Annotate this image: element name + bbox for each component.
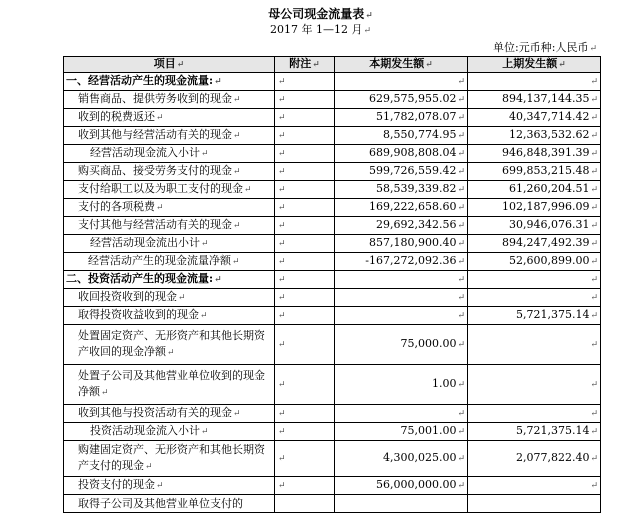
row-item: 支付的各项税费↵ bbox=[64, 199, 275, 217]
row-prior: ↵ bbox=[468, 271, 601, 289]
row-current: ↵ bbox=[335, 289, 468, 307]
table-row bbox=[64, 365, 601, 405]
row-prior: 894,137,144.35↵ bbox=[468, 91, 601, 109]
table-row bbox=[64, 127, 601, 145]
currency-unit: 单位:元币种:人民币↵ bbox=[493, 41, 597, 54]
table-row bbox=[64, 235, 601, 253]
row-current: 857,180,900.40↵ bbox=[335, 235, 468, 253]
row-prior: 61,260,204.51↵ bbox=[468, 181, 601, 199]
header-current-period: 本期发生额↵ bbox=[335, 57, 468, 73]
header-item: 项目↵ bbox=[64, 57, 275, 73]
row-prior: 894,247,492.39↵ bbox=[468, 235, 601, 253]
row-prior: ↵ bbox=[468, 477, 601, 495]
row-item: 取得投资收益收到的现金↵ bbox=[64, 307, 275, 325]
row-current: 58,539,339.82↵ bbox=[335, 181, 468, 199]
table-row bbox=[64, 199, 601, 217]
statement-period: 2017 年 1—12 月↵ bbox=[269, 23, 372, 36]
row-item: 支付其他与经营活动有关的现金↵ bbox=[64, 217, 275, 235]
row-item: 处置固定资产、无形资产和其他长期资产收回的现金净额↵ bbox=[64, 325, 275, 365]
row-prior: ↵ bbox=[468, 73, 601, 91]
row-prior: ↵ bbox=[468, 325, 601, 365]
row-item: 经营活动现金流入小计↵ bbox=[64, 145, 275, 163]
row-item: 销售商品、提供劳务收到的现金↵ bbox=[64, 91, 275, 109]
cash-flow-table bbox=[63, 56, 601, 513]
table-row bbox=[64, 253, 601, 271]
row-current: 29,692,342.56↵ bbox=[335, 217, 468, 235]
table-row bbox=[64, 73, 601, 91]
table-row bbox=[64, 423, 601, 441]
row-prior: 12,363,532.62↵ bbox=[468, 127, 601, 145]
row-note: ↵ bbox=[275, 289, 335, 307]
table-row bbox=[64, 441, 601, 477]
table-row bbox=[64, 109, 601, 127]
row-prior: 52,600,899.00↵ bbox=[468, 253, 601, 271]
row-note: ↵ bbox=[275, 423, 335, 441]
row-item: 购建固定资产、无形资产和其他长期资产支付的现金↵ bbox=[64, 441, 275, 477]
row-note: ↵ bbox=[275, 441, 335, 477]
row-note: ↵ bbox=[275, 145, 335, 163]
row-note: ↵ bbox=[275, 181, 335, 199]
row-current: 599,726,559.42↵ bbox=[335, 163, 468, 181]
row-current: ↵ bbox=[335, 405, 468, 423]
row-note: ↵ bbox=[275, 271, 335, 289]
table-row bbox=[64, 495, 601, 513]
row-current: 75,001.00↵ bbox=[335, 423, 468, 441]
row-item: 收到其他与投资活动有关的现金↵ bbox=[64, 405, 275, 423]
row-prior bbox=[468, 495, 601, 513]
row-prior: 5,721,375.14↵ bbox=[468, 307, 601, 325]
row-prior: 30,946,076.31↵ bbox=[468, 217, 601, 235]
row-current: 629,575,955.02↵ bbox=[335, 91, 468, 109]
row-note: ↵ bbox=[275, 325, 335, 365]
row-item: 取得子公司及其他营业单位支付的 bbox=[64, 495, 275, 513]
row-current bbox=[335, 495, 468, 513]
row-prior: 40,347,714.42↵ bbox=[468, 109, 601, 127]
row-note: ↵ bbox=[275, 307, 335, 325]
row-item: 处置子公司及其他营业单位收到的现金净额↵ bbox=[64, 365, 275, 405]
row-note: ↵ bbox=[275, 477, 335, 495]
row-item: 购买商品、接受劳务支付的现金↵ bbox=[64, 163, 275, 181]
row-note: ↵ bbox=[275, 73, 335, 91]
row-item: 二、投资活动产生的现金流量:↵ bbox=[64, 271, 275, 289]
row-prior: 946,848,391.39↵ bbox=[468, 145, 601, 163]
row-note: ↵ bbox=[275, 109, 335, 127]
row-prior: 5,721,375.14↵ bbox=[468, 423, 601, 441]
row-note: ↵ bbox=[275, 199, 335, 217]
row-prior: 102,187,996.09↵ bbox=[468, 199, 601, 217]
row-current: 169,222,658.60↵ bbox=[335, 199, 468, 217]
row-current: ↵ bbox=[335, 271, 468, 289]
row-item: 支付给职工以及为职工支付的现金↵ bbox=[64, 181, 275, 199]
row-item: 收到的税费返还↵ bbox=[64, 109, 275, 127]
row-item: 投资活动现金流入小计↵ bbox=[64, 423, 275, 441]
header-note: 附注↵ bbox=[275, 57, 335, 73]
table-row bbox=[64, 289, 601, 307]
row-note bbox=[275, 495, 335, 513]
row-note: ↵ bbox=[275, 91, 335, 109]
statement-title: 母公司现金流量表↵ bbox=[268, 7, 373, 21]
header-prior-period: 上期发生额↵ bbox=[468, 57, 601, 73]
table-row bbox=[64, 405, 601, 423]
table-row bbox=[64, 307, 601, 325]
row-item: 一、经营活动产生的现金流量:↵ bbox=[64, 73, 275, 91]
row-note: ↵ bbox=[275, 253, 335, 271]
row-current: 4,300,025.00↵ bbox=[335, 441, 468, 477]
row-current: 1.00↵ bbox=[335, 365, 468, 405]
row-note: ↵ bbox=[275, 235, 335, 253]
row-current: 56,000,000.00↵ bbox=[335, 477, 468, 495]
row-note: ↵ bbox=[275, 127, 335, 145]
table-row bbox=[64, 163, 601, 181]
table-header-row bbox=[64, 57, 601, 73]
row-prior: ↵ bbox=[468, 365, 601, 405]
row-item: 收回投资收到的现金↵ bbox=[64, 289, 275, 307]
table-row bbox=[64, 91, 601, 109]
row-prior: 699,853,215.48↵ bbox=[468, 163, 601, 181]
table-row bbox=[64, 477, 601, 495]
table-row bbox=[64, 181, 601, 199]
row-current: 51,782,078.07↵ bbox=[335, 109, 468, 127]
row-current: ↵ bbox=[335, 307, 468, 325]
row-item: 收到其他与经营活动有关的现金↵ bbox=[64, 127, 275, 145]
row-prior: 2,077,822.40↵ bbox=[468, 441, 601, 477]
row-item: 投资支付的现金↵ bbox=[64, 477, 275, 495]
table-row bbox=[64, 145, 601, 163]
table-row bbox=[64, 325, 601, 365]
row-item: 经营活动产生的现金流量净额↵ bbox=[64, 253, 275, 271]
table-row bbox=[64, 217, 601, 235]
row-prior: ↵ bbox=[468, 289, 601, 307]
row-prior: ↵ bbox=[468, 405, 601, 423]
row-current: 75,000.00↵ bbox=[335, 325, 468, 365]
row-current: 8,550,774.95↵ bbox=[335, 127, 468, 145]
row-item: 经营活动现金流出小计↵ bbox=[64, 235, 275, 253]
row-current: 689,908,808.04↵ bbox=[335, 145, 468, 163]
row-note: ↵ bbox=[275, 405, 335, 423]
table-row bbox=[64, 271, 601, 289]
row-current: -167,272,092.36↵ bbox=[335, 253, 468, 271]
row-note: ↵ bbox=[275, 163, 335, 181]
row-note: ↵ bbox=[275, 365, 335, 405]
row-current: ↵ bbox=[335, 73, 468, 91]
row-note: ↵ bbox=[275, 217, 335, 235]
